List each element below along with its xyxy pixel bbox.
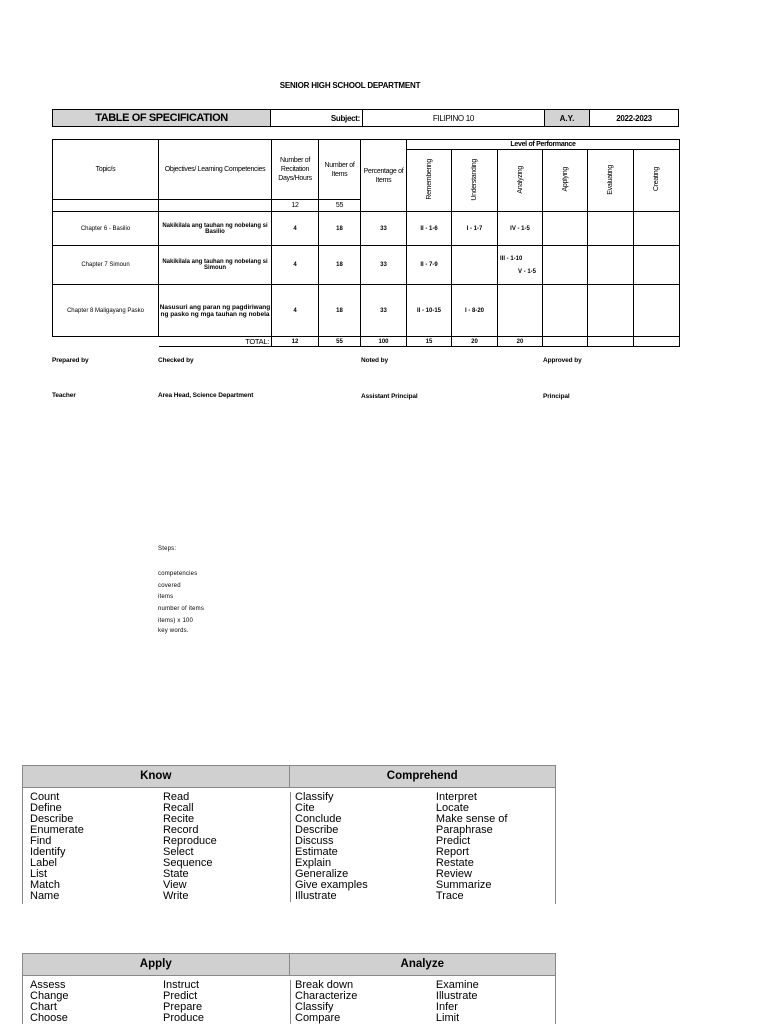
ay-label: A.Y. (545, 110, 590, 126)
analyzing-part-2: V - 1-5 (518, 268, 537, 275)
verb: Recall (162, 802, 194, 814)
bloom-table-know-comprehend (22, 765, 556, 904)
teacher-role: Teacher (52, 392, 76, 399)
verb: Produce (162, 1012, 204, 1024)
principal-role: Principal (543, 393, 570, 400)
verb: Infer (435, 1001, 458, 1013)
steps-line: competencies (158, 571, 198, 577)
verb: Describe (30, 813, 74, 825)
verb: Classify (295, 791, 334, 803)
total-analyzing: 20 (498, 337, 543, 347)
objective-cell: Nakikilala ang tauhan ng nobelang si Simoun (159, 246, 272, 285)
verb-list (23, 792, 163, 902)
analyzing-cell (498, 246, 543, 285)
verb: Record (162, 824, 199, 836)
verb: List (30, 868, 48, 880)
verb: Classify (295, 1001, 334, 1013)
assistant-principal-role: Assistant Principal (361, 393, 418, 400)
verb: Illustrate (295, 890, 337, 902)
verb: Examine (435, 979, 479, 991)
verb: Match (30, 879, 60, 891)
verb: Name (30, 890, 60, 902)
days-cell: 4 (272, 246, 319, 285)
verb: Predict (435, 835, 471, 847)
subject-value: FILIPINO 10 (363, 110, 545, 126)
verb: Change (30, 990, 69, 1002)
verb: Identify (30, 846, 66, 858)
understanding-cell: I - 8-20 (452, 285, 498, 337)
table-row (53, 246, 680, 285)
total-percentage: 100 (361, 337, 407, 347)
verb: Locate (435, 802, 469, 814)
verb: Generalize (295, 868, 349, 880)
verb: Prepare (162, 1001, 203, 1013)
creating-cell (634, 212, 680, 246)
col-header-level-of-performance: Level of Performance (407, 140, 680, 150)
col-header-objectives: Objectives/ Learning Competencies (159, 140, 272, 200)
col-header-topics: Topic/s (53, 140, 159, 200)
verb: Trace (435, 890, 464, 902)
verb: Read (162, 791, 190, 803)
days-cell: 4 (272, 285, 319, 337)
steps-line: number of items (158, 606, 205, 612)
col-header-percentage: Percentage of Items (361, 140, 407, 212)
top-total-items: 55 (319, 200, 361, 212)
verb: Enumerate (30, 824, 84, 836)
verb: Break down (295, 979, 354, 991)
analyzing-cell (498, 285, 543, 337)
verb: Characterize (295, 990, 358, 1002)
document-title: TABLE OF SPECIFICATION (53, 110, 271, 126)
percentage-cell: 33 (361, 212, 407, 246)
verb-list (291, 980, 436, 1024)
department-title: SENIOR HIGH SCHOOL DEPARTMENT (279, 81, 421, 90)
verb: Report (435, 846, 469, 858)
col-header-recitation-days: Number of Recitation Days/Hours (272, 140, 319, 200)
verb: Interpret (435, 791, 477, 803)
steps-title: Steps: (158, 546, 177, 552)
understanding-cell (452, 246, 498, 285)
verb: Cite (295, 802, 315, 814)
verb: State (162, 868, 189, 880)
evaluating-cell (588, 246, 634, 285)
checked-by-label: Checked by (158, 357, 194, 364)
topic-cell: Chapter 7 Simoun (53, 246, 159, 285)
col-header-number-of-items: Number of Items (319, 140, 361, 200)
total-days: 12 (272, 337, 319, 347)
verb-list (436, 792, 555, 902)
verb: Make sense of (435, 813, 508, 825)
level-evaluating: Evaluating (607, 164, 614, 195)
applying-cell (543, 246, 588, 285)
verb: Describe (295, 824, 339, 836)
verb-list (436, 980, 555, 1024)
verb: Choose (30, 1012, 68, 1024)
percentage-cell: 33 (361, 285, 407, 337)
verb: Assess (30, 979, 66, 991)
items-cell: 18 (319, 285, 361, 337)
remembering-cell: II - 10-15 (407, 285, 452, 337)
analyzing-part-1: III - 1-10 (500, 255, 523, 262)
creating-cell (634, 285, 680, 337)
steps-line: items (158, 594, 174, 600)
verb: Recite (162, 813, 195, 825)
verb: Restate (435, 857, 474, 869)
verb: Reproduce (162, 835, 217, 847)
total-remembering: 15 (407, 337, 452, 347)
area-head-role: Area Head, Science Department (158, 392, 254, 399)
items-cell: 18 (319, 212, 361, 246)
creating-cell (634, 246, 680, 285)
verb: Define (30, 802, 62, 814)
level-understanding: Understanding (471, 158, 478, 201)
header-know: Know (23, 766, 290, 787)
verb: Select (162, 846, 194, 858)
verb: Sequence (162, 857, 213, 869)
verb: Explain (295, 857, 332, 869)
verb: View (162, 879, 187, 891)
level-analyzing: Analyzing (516, 165, 524, 194)
verb: Give examples (295, 879, 368, 891)
verb: Count (30, 791, 60, 803)
topic-cell: Chapter 6 - Basilio (53, 212, 159, 246)
evaluating-cell (588, 212, 634, 246)
verb: Find (30, 835, 52, 847)
verb: Illustrate (435, 990, 478, 1002)
days-cell: 4 (272, 212, 319, 246)
table-row (53, 285, 680, 337)
verb: Estimate (295, 846, 338, 858)
subject-label: Subject: (271, 110, 363, 126)
steps-line: items) x 100 (158, 618, 194, 624)
verb: Paraphrase (435, 824, 493, 836)
objective-cell: Nasusuri ang paran ng pagdiriwang ng pasko ng mga tauhan ng nobela (159, 285, 272, 337)
applying-cell (543, 212, 588, 246)
bloom-table-apply-analyze (22, 953, 556, 1024)
verb: Compare (295, 1012, 341, 1024)
total-label: TOTAL: (159, 337, 272, 347)
applying-cell (543, 285, 588, 337)
verb: Discuss (295, 835, 334, 847)
verb-list (163, 980, 291, 1024)
verb: Conclude (295, 813, 342, 825)
understanding-cell: I - 1-7 (452, 212, 498, 246)
specification-table (52, 139, 680, 347)
header-analyze: Analyze (400, 958, 444, 970)
percentage-cell: 33 (361, 246, 407, 285)
table-row (53, 212, 680, 246)
noted-by-label: Noted by (361, 357, 389, 364)
header-comprehend: Comprehend (386, 770, 458, 782)
verb-list (163, 792, 291, 902)
verb: Summarize (435, 879, 492, 891)
level-applying: Applying (561, 167, 569, 192)
approved-by-label: Approved by (543, 357, 582, 364)
header-apply: Apply (23, 954, 290, 975)
steps-line: covered (158, 583, 181, 589)
level-remembering: Remembering (425, 159, 433, 200)
verb: Chart (30, 1001, 57, 1013)
total-items: 55 (319, 337, 361, 347)
verb: Limit (435, 1012, 460, 1024)
objective-cell: Nakikilala ang tauhan ng nobelang si Basilio (159, 212, 272, 246)
prepared-by-label: Prepared by (52, 357, 89, 364)
total-row (53, 337, 680, 347)
items-cell: 18 (319, 246, 361, 285)
verb: Write (162, 890, 189, 902)
verb: Label (30, 857, 57, 869)
verb: Review (435, 868, 472, 880)
top-total-days: 12 (272, 200, 319, 212)
total-understanding: 20 (452, 337, 498, 347)
verb-list (291, 792, 436, 902)
verb-list (23, 980, 163, 1024)
evaluating-cell (588, 285, 634, 337)
remembering-cell: II - 7-9 (407, 246, 452, 285)
verb: Instruct (162, 979, 200, 991)
topic-cell: Chapter 8 Maligayang Pasko (53, 285, 159, 337)
steps-line: key words. (158, 628, 189, 634)
remembering-cell: II - 1-6 (407, 212, 452, 246)
header-bar (52, 109, 679, 127)
ay-value: 2022-2023 (616, 113, 652, 123)
level-creating: Creating (653, 167, 660, 192)
analyzing-cell: IV - 1-5 (498, 212, 543, 246)
verb: Predict (162, 990, 198, 1002)
